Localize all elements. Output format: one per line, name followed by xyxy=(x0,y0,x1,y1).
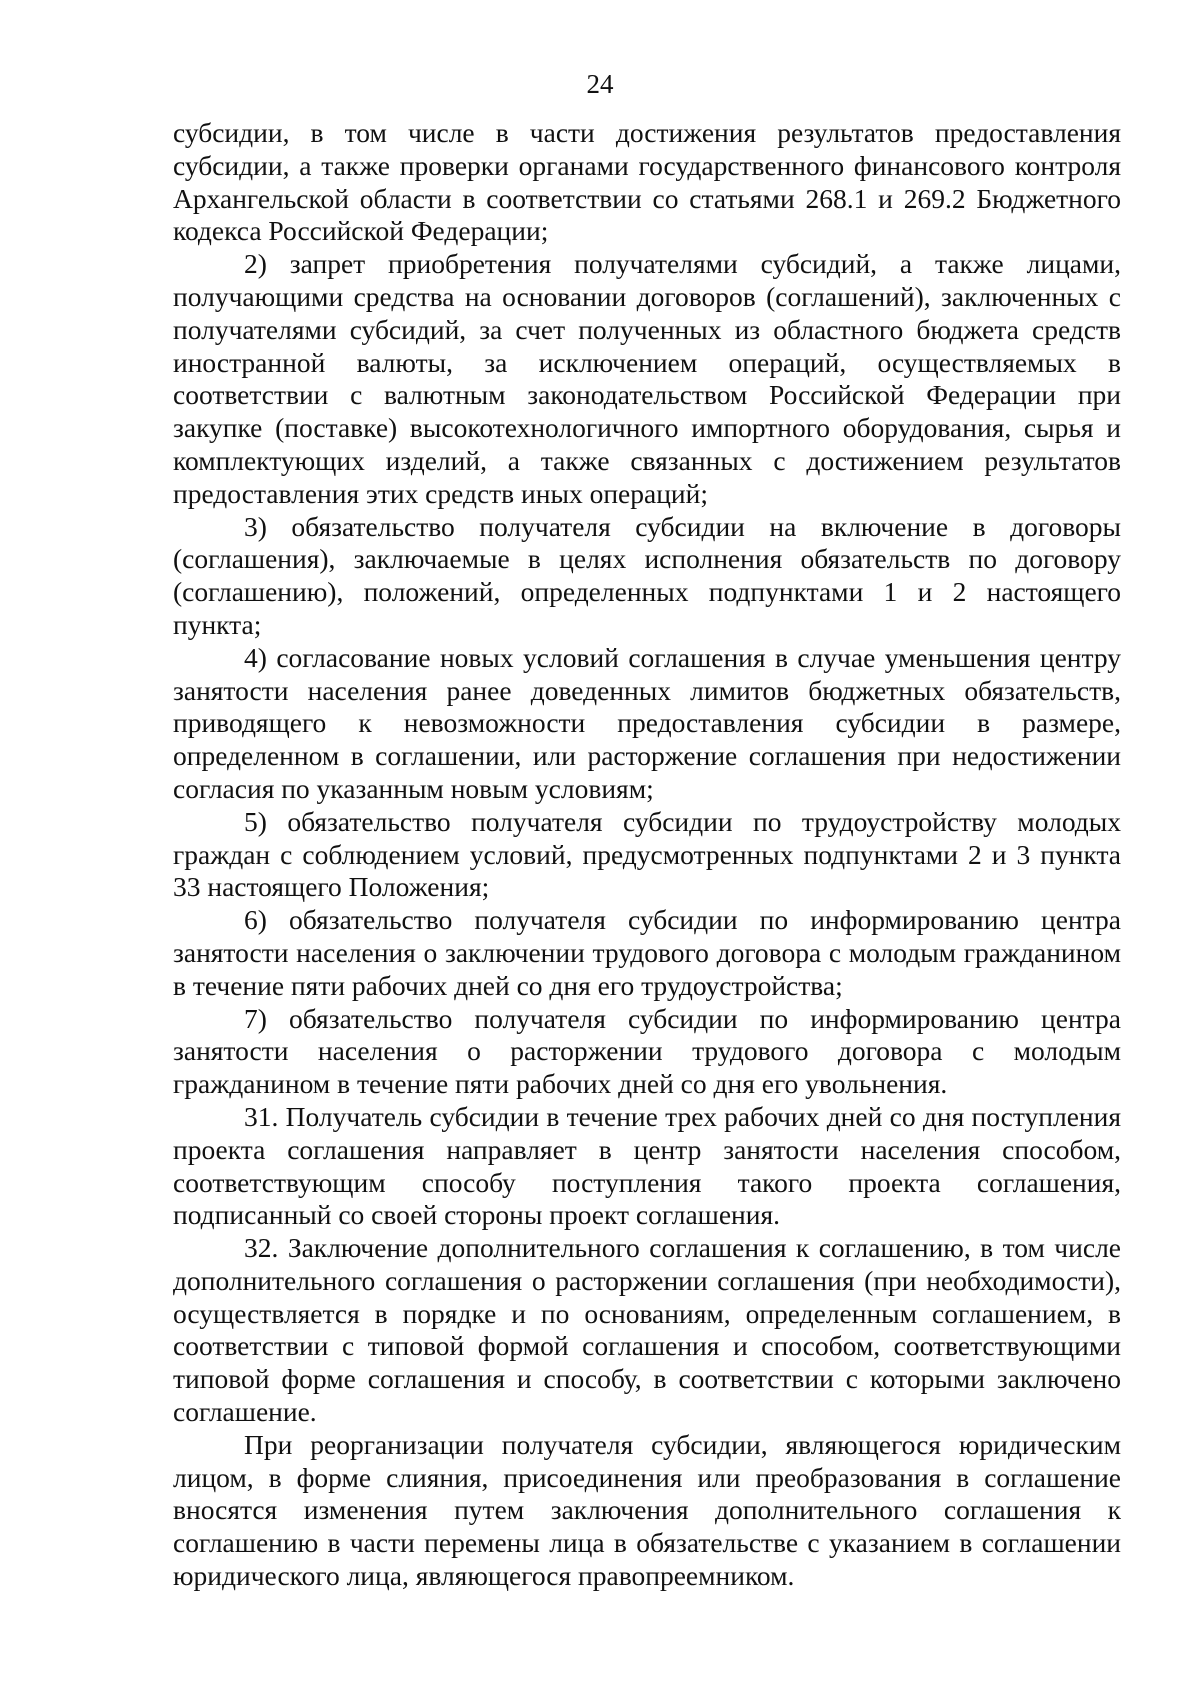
paragraph-item-7: 7) обязательство получателя субсидии по информированию центра занятости населения о расторжении трудового договора с молодым гражданином в течение пяти рабочих дней со дня его увольнения. xyxy=(173,1002,1121,1100)
paragraph-item-3: 3) обязательство получателя субсидии на включение в договоры (соглашения), заключаемые в целях исполнения обязательств по договору (соглашению), положений, определенных подпунктами 1 и 2 настоящего пункта; xyxy=(173,510,1121,640)
page-number: 24 xyxy=(586,69,614,99)
paragraph-item-2: 2) запрет приобретения получателями субсидий, а также лицами, получающими средства на основании договоров (соглашений), заключенных с получателями субсидий, за счет полученных из областного бюджета средств иностранной валюты, за исключением операций, осуществляемых в соответствии с валютным законодательством Российской Федерации при закупке (поставке) высокотехнологичного импортного оборудования, сырья и комплектующих изделий, а также связанных с достижением результатов предоставления этих средств иных операций; xyxy=(173,248,1121,509)
paragraph-clause-31: 31. Получатель субсидии в течение трех рабочих дней со дня поступления проекта соглашения направляет в центр занятости населения способом, соответствующим способу поступления такого проекта соглашения, подписанный со своей стороны проект соглашения. xyxy=(173,1100,1121,1231)
paragraph-item-6: 6) обязательство получателя субсидии по информированию центра занятости населения о заключении трудового договора с молодым гражданином в течение пяти рабочих дней со дня его трудоустройства; xyxy=(173,904,1121,1001)
paragraph-item-5: 5) обязательство получателя субсидии по трудоустройству молодых граждан с соблюдением условий, предусмотренных подпунктами 2 и 3 пункта 33 настоящего Положения; xyxy=(173,805,1121,903)
document-body xyxy=(173,117,1121,1593)
paragraph-clause-32: 32. Заключение дополнительного соглашения к соглашению, в том числе дополнительного соглашения о расторжении соглашения (при необходимости), осуществляется в порядке и по основаниям, определенным соглашением, в соответствии с типовой формой соглашения и способом, соответствующими типовой форме соглашения и способу, в соответствии с которыми заключено соглашение. xyxy=(173,1232,1121,1428)
paragraph-item-4: 4) согласование новых условий соглашения в случае уменьшения центру занятости населения ранее доведенных лимитов бюджетных обязательств, приводящего к невозможности предоставления субсидии в размере, определенном в соглашении, или расторжение соглашения при недостижении согласия по указанным новым условиям; xyxy=(173,641,1121,804)
paragraph-reorganization: При реорганизации получателя субсидии, являющегося юридическим лицом, в форме слияния, присоединения или преобразования в соглашение вносятся изменения путем заключения дополнительного соглашения к соглашению в части перемены лица в обязательстве с указанием в соглашении юридического лица, являющегося правопреемником. xyxy=(173,1428,1121,1592)
paragraph-continuation: субсидии, в том числе в части достижения результатов предоставления субсидии, а также проверки органами государственного финансового контроля Архангельской области в соответствии со статьями 268.1 и 269.2 Бюджетного кодекса Российской Федерации; xyxy=(173,117,1121,247)
